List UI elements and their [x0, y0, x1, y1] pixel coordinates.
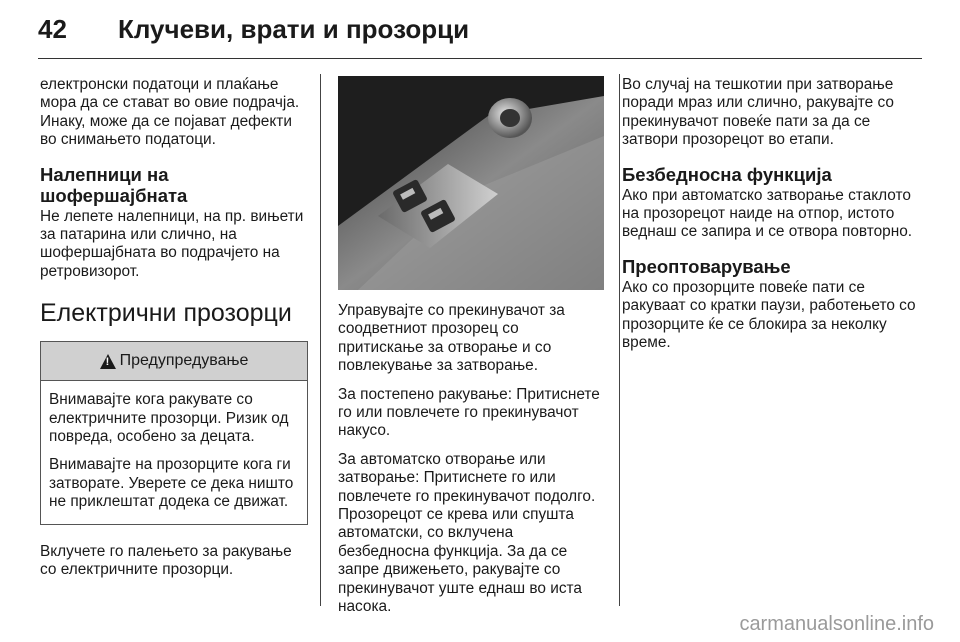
warning-body	[41, 381, 307, 523]
stickers-heading: Налепници на шофершајбната	[40, 163, 188, 206]
column-divider-1	[320, 74, 321, 606]
safety-paragraph: Ако при автоматско затворање стаклото на прозорецот наиде на отпор, истото веднаш се запира и се отвора повторно.	[622, 186, 913, 241]
safety-heading: Безбедносна функција	[622, 163, 832, 185]
warning-title: Предупредување	[119, 352, 249, 370]
overload-heading: Преоптоварување	[622, 255, 791, 277]
page-title: Клучеви, врати и прозорци	[118, 14, 470, 44]
page-number: 42	[38, 14, 67, 44]
cold-paragraph: Во случај на тешкотии при затворање поради мраз или слично, ракувајте со прекинувачот повеќе пати за да се затвори прозорецот во етапи.	[622, 76, 894, 149]
window-switch-illustration	[338, 76, 604, 290]
warning-text-2: Внимавајте на прозорците кога ги затворате. Уверете се дека ништо не приклештат додека се движат.	[49, 456, 294, 511]
ignition-paragraph: Вклучете го палењето за ракување со електричните прозорци.	[40, 542, 292, 579]
page-header	[38, 14, 922, 54]
warning-header	[41, 342, 307, 381]
operate-paragraph: Управувајте со прекинувачот за соодветниот прозорец со притискање за отворање и со повлекување за затворање.	[338, 302, 565, 375]
header-rule	[38, 58, 922, 59]
intro-paragraph: електронски податоци и плаќање мора да се стават во овие подрачја. Инаку, може да се појават дефекти во снимањето податоци.	[40, 76, 300, 149]
windows-heading: Електрични прозорци	[40, 299, 292, 328]
warning-box	[40, 341, 308, 524]
warning-icon	[100, 354, 116, 369]
watermark: carmanualsonline.info	[739, 613, 934, 635]
warning-text-1: Внимавајте кога ракувате со електричните прозорци. Ризик од повреда, особено за децата.	[49, 391, 289, 446]
window-switch-photo	[338, 76, 604, 290]
stickers-paragraph: Не лепете налепници, на пр. вињети за патарина или слично, на шофершајбната во подрачјето на ретровизорот.	[40, 207, 304, 280]
column-divider-2	[619, 74, 620, 606]
overload-paragraph: Ако со прозорците повеќе пати се ракуваат со кратки паузи, работењето со прозорците ќе се блокира за неколку време.	[622, 278, 916, 352]
column-2	[338, 76, 604, 627]
column-3	[622, 76, 922, 362]
gradual-paragraph: За постепено ракување: Притиснете го или повлечете го прекинувачот накусо.	[338, 385, 600, 440]
auto-paragraph: За автоматско отворање или затворање: Притиснете го или повлечете го прекинувачот подолго. Прозорецот се крева или спушта автоматски, со вклучена безбедносна функција. За да се запре движењето, ракувајте со прекинувачот уште еднаш во иста насока.	[338, 450, 596, 616]
column-1	[40, 76, 308, 590]
